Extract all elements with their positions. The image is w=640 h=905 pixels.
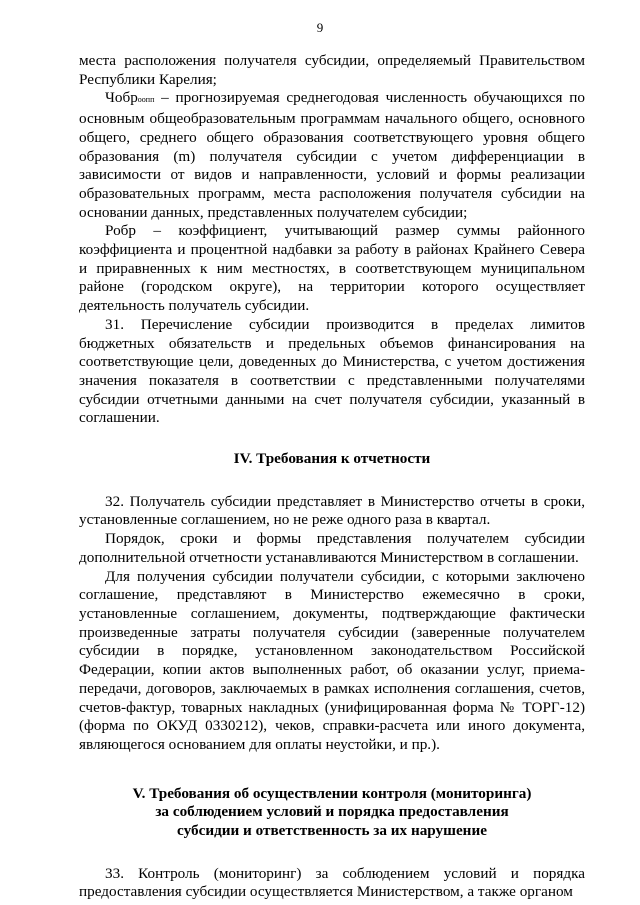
section-5-title-line1: V. Требования об осуществлении контроля (мониторинга) xyxy=(132,784,532,802)
section-4-title: IV. Требования к отчетности xyxy=(233,450,431,468)
chobr-subscript: оопп xyxy=(137,95,155,105)
paragraph-reporting-procedure: Порядок, сроки и формы представления получателем субсидии дополнительной отчетности устанавливаются Министерством в соглашении. xyxy=(79,530,585,566)
section-5-title-line3: субсидии и ответственность за их нарушение xyxy=(177,822,487,840)
paragraph-31: 31. Перечисление субсидии производится в пределах лимитов бюджетных обязательств и предельных объемов финансирования на соответствующие цели, доведенных до Министерства, с учетом достижения значения показателя в соответствии с представленными получателями субсидии отчетными данными на счет получателя субсидии, указанный в соглашении. xyxy=(79,315,585,427)
paragraph-documents-list: Для получения субсидии получатели субсидии, с которыми заключено соглашение, представляют в Министерство ежемесячно в сроки, установленные соглашением, документы, подтверждающие фактически произведенные затраты получателя субсидии (заверенные получателем субсидии в порядке, установленном законодательством Российской Федерации, копии актов выполненных работ, об оказании услуг, приема-передачи, договоров, заключаемых в рамках исполнения соглашения, счетов, счетов-фактур, товарных накладных (унифицированная форма № ТОРГ-12) (форма по ОКУД 0330212), чеков, справки-расчета или иного документа, являющегося основанием для оплаты неустойки, и пр.). xyxy=(79,567,585,753)
section-5-title xyxy=(79,785,585,841)
page-number: 9 xyxy=(316,20,324,35)
paragraph-chobr-definition xyxy=(79,89,585,222)
chobr-text: – прогнозируемая среднегодовая численность обучающихся по основным общеобразовательным программам начального общего, основного общего, среднего общего образования соответствующего уровня общего образования (m) получателя субсидии с учетом дифференциации в зависимости от видов и направленности, условий и формы реализации образовательных программ, места расположения получателя субсидии на основании данных, представленных получателем субсидии; xyxy=(79,89,585,221)
paragraph-32: 32. Получатель субсидии представляет в Министерство отчеты в сроки, установленные соглашением, но не реже одного раза в квартал. xyxy=(79,492,585,529)
section-5-title-line2: за соблюдением условий и порядка предоставления xyxy=(155,803,509,821)
paragraph-33: 33. Контроль (мониторинг) за соблюдением условий и порядка предоставления субсидии осуществляется Министерством, а также органом xyxy=(79,864,585,901)
document-body xyxy=(79,52,585,902)
chobr-symbol: Чобр xyxy=(105,89,138,107)
paragraph-robr-definition: Робр – коэффициент, учитывающий размер суммы районного коэффициента и процентной надбавки за работу в районах Крайнего Севера и приравненных к ним местностях, в соответствующем муниципальном районе (городском округе), на территории которого осуществляет деятельность получатель субсидии. xyxy=(79,222,585,315)
paragraph-location-continued: места расположения получателя субсидии, определяемый Правительством Республики Карелия; xyxy=(79,52,585,88)
